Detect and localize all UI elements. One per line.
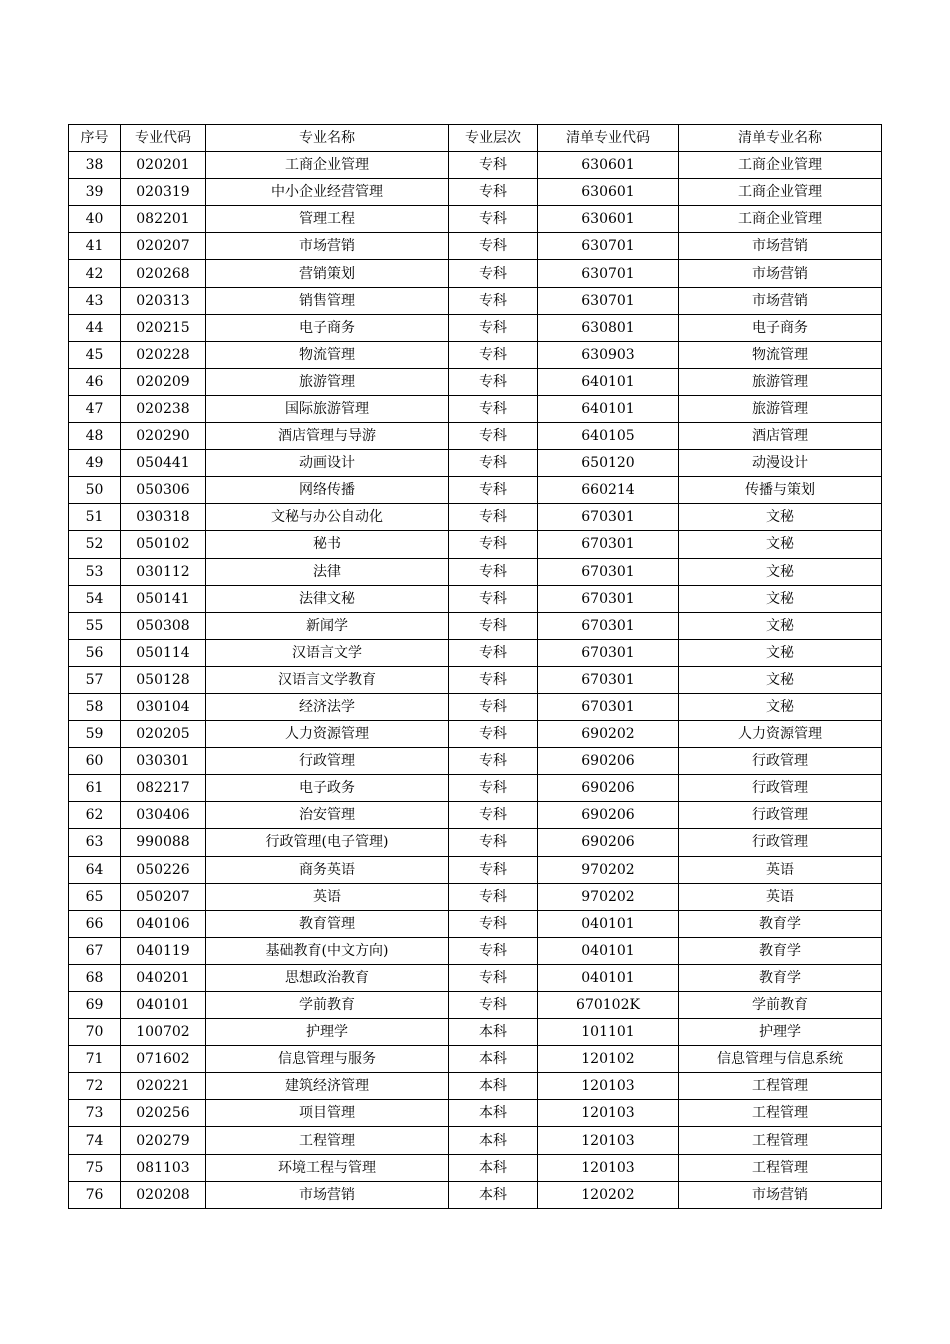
cell-major-code: 020208 xyxy=(121,1181,206,1208)
cell-major-name: 旅游管理 xyxy=(206,368,449,395)
table-row xyxy=(69,856,882,883)
cell-major-name: 工程管理 xyxy=(206,1127,449,1154)
table-row xyxy=(69,693,882,720)
cell-major-level: 专科 xyxy=(449,368,538,395)
cell-list-major-code: 630601 xyxy=(538,152,679,179)
cell-seq: 58 xyxy=(69,693,121,720)
header-major-name: 专业名称 xyxy=(206,125,449,152)
cell-major-code: 082201 xyxy=(121,206,206,233)
cell-major-name: 销售管理 xyxy=(206,287,449,314)
cell-major-code: 050128 xyxy=(121,666,206,693)
cell-list-major-code: 630701 xyxy=(538,233,679,260)
cell-list-major-name: 工程管理 xyxy=(679,1127,882,1154)
table-header-row xyxy=(69,125,882,152)
cell-major-name: 思想政治教育 xyxy=(206,964,449,991)
cell-major-level: 专科 xyxy=(449,721,538,748)
cell-list-major-name: 工商企业管理 xyxy=(679,179,882,206)
cell-major-name: 新闻学 xyxy=(206,612,449,639)
cell-seq: 74 xyxy=(69,1127,121,1154)
cell-major-code: 020201 xyxy=(121,152,206,179)
cell-major-code: 050226 xyxy=(121,856,206,883)
cell-list-major-name: 教育学 xyxy=(679,910,882,937)
cell-major-code: 020205 xyxy=(121,721,206,748)
cell-major-level: 专科 xyxy=(449,748,538,775)
cell-seq: 49 xyxy=(69,450,121,477)
cell-list-major-code: 670301 xyxy=(538,639,679,666)
cell-major-code: 030406 xyxy=(121,802,206,829)
cell-list-major-name: 动漫设计 xyxy=(679,450,882,477)
cell-major-level: 专科 xyxy=(449,423,538,450)
table-row xyxy=(69,1181,882,1208)
cell-list-major-name: 文秘 xyxy=(679,612,882,639)
table-row xyxy=(69,206,882,233)
cell-major-code: 050207 xyxy=(121,883,206,910)
table-row xyxy=(69,992,882,1019)
cell-major-code: 071602 xyxy=(121,1046,206,1073)
table-row xyxy=(69,910,882,937)
cell-list-major-code: 670301 xyxy=(538,585,679,612)
cell-major-name: 秘书 xyxy=(206,531,449,558)
cell-list-major-name: 工程管理 xyxy=(679,1154,882,1181)
table-body xyxy=(69,152,882,1209)
cell-major-code: 082217 xyxy=(121,775,206,802)
table-row xyxy=(69,1019,882,1046)
cell-major-level: 本科 xyxy=(449,1100,538,1127)
cell-seq: 53 xyxy=(69,558,121,585)
cell-list-major-name: 工商企业管理 xyxy=(679,152,882,179)
cell-list-major-name: 市场营销 xyxy=(679,1181,882,1208)
cell-list-major-code: 120103 xyxy=(538,1127,679,1154)
cell-seq: 40 xyxy=(69,206,121,233)
cell-major-code: 020209 xyxy=(121,368,206,395)
table-row xyxy=(69,883,882,910)
cell-list-major-code: 650120 xyxy=(538,450,679,477)
cell-major-level: 专科 xyxy=(449,260,538,287)
cell-list-major-code: 670102K xyxy=(538,992,679,1019)
cell-major-name: 国际旅游管理 xyxy=(206,395,449,422)
cell-major-code: 040201 xyxy=(121,964,206,991)
cell-major-name: 行政管理 xyxy=(206,748,449,775)
table-row xyxy=(69,450,882,477)
cell-major-name: 商务英语 xyxy=(206,856,449,883)
cell-major-name: 信息管理与服务 xyxy=(206,1046,449,1073)
table-row xyxy=(69,829,882,856)
cell-major-name: 汉语言文学教育 xyxy=(206,666,449,693)
cell-list-major-name: 行政管理 xyxy=(679,829,882,856)
cell-major-code: 020279 xyxy=(121,1127,206,1154)
cell-major-name: 电子政务 xyxy=(206,775,449,802)
cell-major-code: 020268 xyxy=(121,260,206,287)
table-row xyxy=(69,287,882,314)
cell-list-major-name: 旅游管理 xyxy=(679,395,882,422)
cell-seq: 69 xyxy=(69,992,121,1019)
cell-seq: 51 xyxy=(69,504,121,531)
cell-list-major-code: 970202 xyxy=(538,883,679,910)
cell-list-major-name: 信息管理与信息系统 xyxy=(679,1046,882,1073)
cell-seq: 75 xyxy=(69,1154,121,1181)
cell-list-major-name: 人力资源管理 xyxy=(679,721,882,748)
cell-list-major-name: 文秘 xyxy=(679,693,882,720)
table-row xyxy=(69,423,882,450)
cell-list-major-name: 物流管理 xyxy=(679,341,882,368)
cell-major-name: 营销策划 xyxy=(206,260,449,287)
table-row xyxy=(69,721,882,748)
table-row xyxy=(69,477,882,504)
cell-major-code: 050102 xyxy=(121,531,206,558)
cell-list-major-name: 行政管理 xyxy=(679,802,882,829)
cell-major-code: 050141 xyxy=(121,585,206,612)
cell-seq: 54 xyxy=(69,585,121,612)
cell-major-code: 050114 xyxy=(121,639,206,666)
cell-seq: 70 xyxy=(69,1019,121,1046)
table-row xyxy=(69,775,882,802)
cell-seq: 57 xyxy=(69,666,121,693)
cell-list-major-code: 640105 xyxy=(538,423,679,450)
cell-major-name: 物流管理 xyxy=(206,341,449,368)
cell-list-major-name: 市场营销 xyxy=(679,260,882,287)
cell-seq: 63 xyxy=(69,829,121,856)
cell-major-code: 020207 xyxy=(121,233,206,260)
cell-list-major-name: 文秘 xyxy=(679,531,882,558)
cell-major-level: 专科 xyxy=(449,883,538,910)
cell-list-major-name: 工程管理 xyxy=(679,1100,882,1127)
cell-list-major-code: 670301 xyxy=(538,558,679,585)
cell-list-major-code: 101101 xyxy=(538,1019,679,1046)
cell-seq: 43 xyxy=(69,287,121,314)
cell-list-major-code: 670301 xyxy=(538,693,679,720)
cell-major-code: 030104 xyxy=(121,693,206,720)
table-row xyxy=(69,802,882,829)
cell-major-name: 环境工程与管理 xyxy=(206,1154,449,1181)
cell-major-level: 专科 xyxy=(449,504,538,531)
cell-seq: 64 xyxy=(69,856,121,883)
cell-seq: 39 xyxy=(69,179,121,206)
cell-major-code: 020290 xyxy=(121,423,206,450)
cell-major-code: 990088 xyxy=(121,829,206,856)
cell-major-level: 专科 xyxy=(449,802,538,829)
cell-seq: 50 xyxy=(69,477,121,504)
cell-list-major-name: 文秘 xyxy=(679,666,882,693)
cell-list-major-code: 120103 xyxy=(538,1073,679,1100)
cell-major-name: 动画设计 xyxy=(206,450,449,477)
cell-list-major-code: 670301 xyxy=(538,504,679,531)
table-row xyxy=(69,341,882,368)
cell-list-major-code: 690206 xyxy=(538,775,679,802)
cell-list-major-code: 690202 xyxy=(538,721,679,748)
cell-seq: 41 xyxy=(69,233,121,260)
cell-seq: 62 xyxy=(69,802,121,829)
cell-major-name: 文秘与办公自动化 xyxy=(206,504,449,531)
cell-seq: 52 xyxy=(69,531,121,558)
table-row xyxy=(69,314,882,341)
cell-list-major-name: 护理学 xyxy=(679,1019,882,1046)
cell-major-code: 040106 xyxy=(121,910,206,937)
cell-seq: 56 xyxy=(69,639,121,666)
cell-major-level: 专科 xyxy=(449,287,538,314)
cell-list-major-code: 670301 xyxy=(538,531,679,558)
cell-list-major-name: 工程管理 xyxy=(679,1073,882,1100)
table-row xyxy=(69,1073,882,1100)
cell-major-name: 法律文秘 xyxy=(206,585,449,612)
cell-list-major-code: 640101 xyxy=(538,368,679,395)
cell-list-major-name: 市场营销 xyxy=(679,233,882,260)
cell-major-level: 专科 xyxy=(449,206,538,233)
table-row xyxy=(69,612,882,639)
cell-seq: 72 xyxy=(69,1073,121,1100)
cell-list-major-code: 120102 xyxy=(538,1046,679,1073)
cell-major-name: 基础教育(中文方向) xyxy=(206,937,449,964)
cell-list-major-code: 040101 xyxy=(538,937,679,964)
cell-major-level: 专科 xyxy=(449,477,538,504)
cell-major-level: 专科 xyxy=(449,639,538,666)
cell-seq: 67 xyxy=(69,937,121,964)
cell-list-major-code: 660214 xyxy=(538,477,679,504)
cell-list-major-name: 酒店管理 xyxy=(679,423,882,450)
cell-major-code: 100702 xyxy=(121,1019,206,1046)
cell-major-level: 专科 xyxy=(449,179,538,206)
cell-major-level: 本科 xyxy=(449,1019,538,1046)
cell-major-name: 经济法学 xyxy=(206,693,449,720)
cell-major-name: 工商企业管理 xyxy=(206,152,449,179)
cell-major-name: 英语 xyxy=(206,883,449,910)
cell-list-major-name: 市场营销 xyxy=(679,287,882,314)
cell-major-code: 020256 xyxy=(121,1100,206,1127)
cell-list-major-name: 行政管理 xyxy=(679,775,882,802)
cell-seq: 44 xyxy=(69,314,121,341)
table-row xyxy=(69,152,882,179)
cell-major-code: 020313 xyxy=(121,287,206,314)
cell-major-level: 专科 xyxy=(449,558,538,585)
cell-list-major-code: 120202 xyxy=(538,1181,679,1208)
cell-major-code: 020221 xyxy=(121,1073,206,1100)
table-row xyxy=(69,666,882,693)
cell-list-major-name: 英语 xyxy=(679,883,882,910)
cell-major-code: 020238 xyxy=(121,395,206,422)
cell-seq: 73 xyxy=(69,1100,121,1127)
cell-major-code: 040119 xyxy=(121,937,206,964)
table-row xyxy=(69,1046,882,1073)
cell-list-major-code: 630903 xyxy=(538,341,679,368)
cell-major-level: 专科 xyxy=(449,585,538,612)
cell-list-major-code: 120103 xyxy=(538,1100,679,1127)
cell-major-name: 项目管理 xyxy=(206,1100,449,1127)
cell-list-major-name: 教育学 xyxy=(679,937,882,964)
cell-major-level: 专科 xyxy=(449,856,538,883)
cell-list-major-name: 传播与策划 xyxy=(679,477,882,504)
cell-major-level: 专科 xyxy=(449,829,538,856)
cell-major-level: 专科 xyxy=(449,314,538,341)
cell-major-level: 专科 xyxy=(449,693,538,720)
cell-list-major-code: 670301 xyxy=(538,612,679,639)
cell-major-code: 050306 xyxy=(121,477,206,504)
cell-seq: 47 xyxy=(69,395,121,422)
cell-major-code: 040101 xyxy=(121,992,206,1019)
cell-seq: 65 xyxy=(69,883,121,910)
cell-major-level: 专科 xyxy=(449,531,538,558)
cell-seq: 76 xyxy=(69,1181,121,1208)
cell-major-code: 030112 xyxy=(121,558,206,585)
cell-major-name: 教育管理 xyxy=(206,910,449,937)
cell-major-level: 专科 xyxy=(449,450,538,477)
table-row xyxy=(69,260,882,287)
table-row xyxy=(69,233,882,260)
cell-major-level: 专科 xyxy=(449,666,538,693)
cell-list-major-code: 630701 xyxy=(538,287,679,314)
table-row xyxy=(69,504,882,531)
cell-major-code: 030318 xyxy=(121,504,206,531)
cell-list-major-code: 040101 xyxy=(538,910,679,937)
cell-seq: 68 xyxy=(69,964,121,991)
cell-list-major-name: 英语 xyxy=(679,856,882,883)
cell-list-major-name: 文秘 xyxy=(679,639,882,666)
cell-major-name: 法律 xyxy=(206,558,449,585)
cell-list-major-name: 学前教育 xyxy=(679,992,882,1019)
cell-major-code: 050441 xyxy=(121,450,206,477)
cell-major-name: 建筑经济管理 xyxy=(206,1073,449,1100)
cell-major-level: 专科 xyxy=(449,152,538,179)
cell-major-level: 本科 xyxy=(449,1127,538,1154)
cell-list-major-name: 工商企业管理 xyxy=(679,206,882,233)
cell-seq: 48 xyxy=(69,423,121,450)
cell-major-level: 专科 xyxy=(449,910,538,937)
header-list-major-name: 清单专业名称 xyxy=(679,125,882,152)
table-row xyxy=(69,179,882,206)
cell-major-name: 护理学 xyxy=(206,1019,449,1046)
cell-major-code: 081103 xyxy=(121,1154,206,1181)
cell-list-major-name: 文秘 xyxy=(679,504,882,531)
header-list-major-code: 清单专业代码 xyxy=(538,125,679,152)
cell-seq: 71 xyxy=(69,1046,121,1073)
header-major-code: 专业代码 xyxy=(121,125,206,152)
cell-major-name: 网络传播 xyxy=(206,477,449,504)
cell-seq: 61 xyxy=(69,775,121,802)
table-row xyxy=(69,1127,882,1154)
cell-major-name: 管理工程 xyxy=(206,206,449,233)
cell-major-code: 020215 xyxy=(121,314,206,341)
cell-seq: 45 xyxy=(69,341,121,368)
cell-major-code: 020228 xyxy=(121,341,206,368)
cell-seq: 46 xyxy=(69,368,121,395)
cell-major-name: 学前教育 xyxy=(206,992,449,1019)
cell-seq: 59 xyxy=(69,721,121,748)
cell-list-major-code: 690206 xyxy=(538,829,679,856)
cell-list-major-code: 670301 xyxy=(538,666,679,693)
cell-seq: 42 xyxy=(69,260,121,287)
table-row xyxy=(69,1154,882,1181)
cell-major-code: 050308 xyxy=(121,612,206,639)
cell-list-major-code: 040101 xyxy=(538,964,679,991)
table-row xyxy=(69,531,882,558)
cell-list-major-code: 640101 xyxy=(538,395,679,422)
cell-major-level: 专科 xyxy=(449,937,538,964)
cell-list-major-code: 630801 xyxy=(538,314,679,341)
table-row xyxy=(69,395,882,422)
major-mapping-table xyxy=(68,124,882,1209)
cell-major-name: 行政管理(电子管理) xyxy=(206,829,449,856)
cell-seq: 60 xyxy=(69,748,121,775)
cell-major-name: 中小企业经营管理 xyxy=(206,179,449,206)
table-row xyxy=(69,639,882,666)
cell-list-major-name: 旅游管理 xyxy=(679,368,882,395)
cell-major-level: 本科 xyxy=(449,1181,538,1208)
cell-list-major-name: 教育学 xyxy=(679,964,882,991)
table-row xyxy=(69,937,882,964)
cell-major-name: 治安管理 xyxy=(206,802,449,829)
cell-major-name: 电子商务 xyxy=(206,314,449,341)
cell-major-name: 汉语言文学 xyxy=(206,639,449,666)
header-major-level: 专业层次 xyxy=(449,125,538,152)
cell-list-major-code: 970202 xyxy=(538,856,679,883)
cell-major-name: 酒店管理与导游 xyxy=(206,423,449,450)
cell-list-major-code: 120103 xyxy=(538,1154,679,1181)
cell-seq: 55 xyxy=(69,612,121,639)
table-row xyxy=(69,558,882,585)
cell-major-level: 专科 xyxy=(449,395,538,422)
header-seq: 序号 xyxy=(69,125,121,152)
cell-major-level: 专科 xyxy=(449,992,538,1019)
cell-list-major-name: 文秘 xyxy=(679,558,882,585)
cell-list-major-name: 电子商务 xyxy=(679,314,882,341)
cell-major-level: 专科 xyxy=(449,775,538,802)
cell-major-code: 020319 xyxy=(121,179,206,206)
cell-major-level: 本科 xyxy=(449,1046,538,1073)
cell-major-name: 人力资源管理 xyxy=(206,721,449,748)
table-row xyxy=(69,748,882,775)
cell-list-major-code: 630701 xyxy=(538,260,679,287)
cell-major-level: 本科 xyxy=(449,1154,538,1181)
table-row xyxy=(69,368,882,395)
cell-major-level: 本科 xyxy=(449,1073,538,1100)
cell-major-level: 专科 xyxy=(449,612,538,639)
cell-list-major-name: 行政管理 xyxy=(679,748,882,775)
cell-list-major-name: 文秘 xyxy=(679,585,882,612)
cell-list-major-code: 690206 xyxy=(538,802,679,829)
table-row xyxy=(69,1100,882,1127)
cell-seq: 38 xyxy=(69,152,121,179)
cell-list-major-code: 630601 xyxy=(538,206,679,233)
cell-major-level: 专科 xyxy=(449,964,538,991)
cell-list-major-code: 630601 xyxy=(538,179,679,206)
cell-seq: 66 xyxy=(69,910,121,937)
cell-major-name: 市场营销 xyxy=(206,1181,449,1208)
cell-list-major-code: 690206 xyxy=(538,748,679,775)
cell-major-code: 030301 xyxy=(121,748,206,775)
table-row xyxy=(69,964,882,991)
cell-major-level: 专科 xyxy=(449,341,538,368)
cell-major-level: 专科 xyxy=(449,233,538,260)
cell-major-name: 市场营销 xyxy=(206,233,449,260)
table-row xyxy=(69,585,882,612)
